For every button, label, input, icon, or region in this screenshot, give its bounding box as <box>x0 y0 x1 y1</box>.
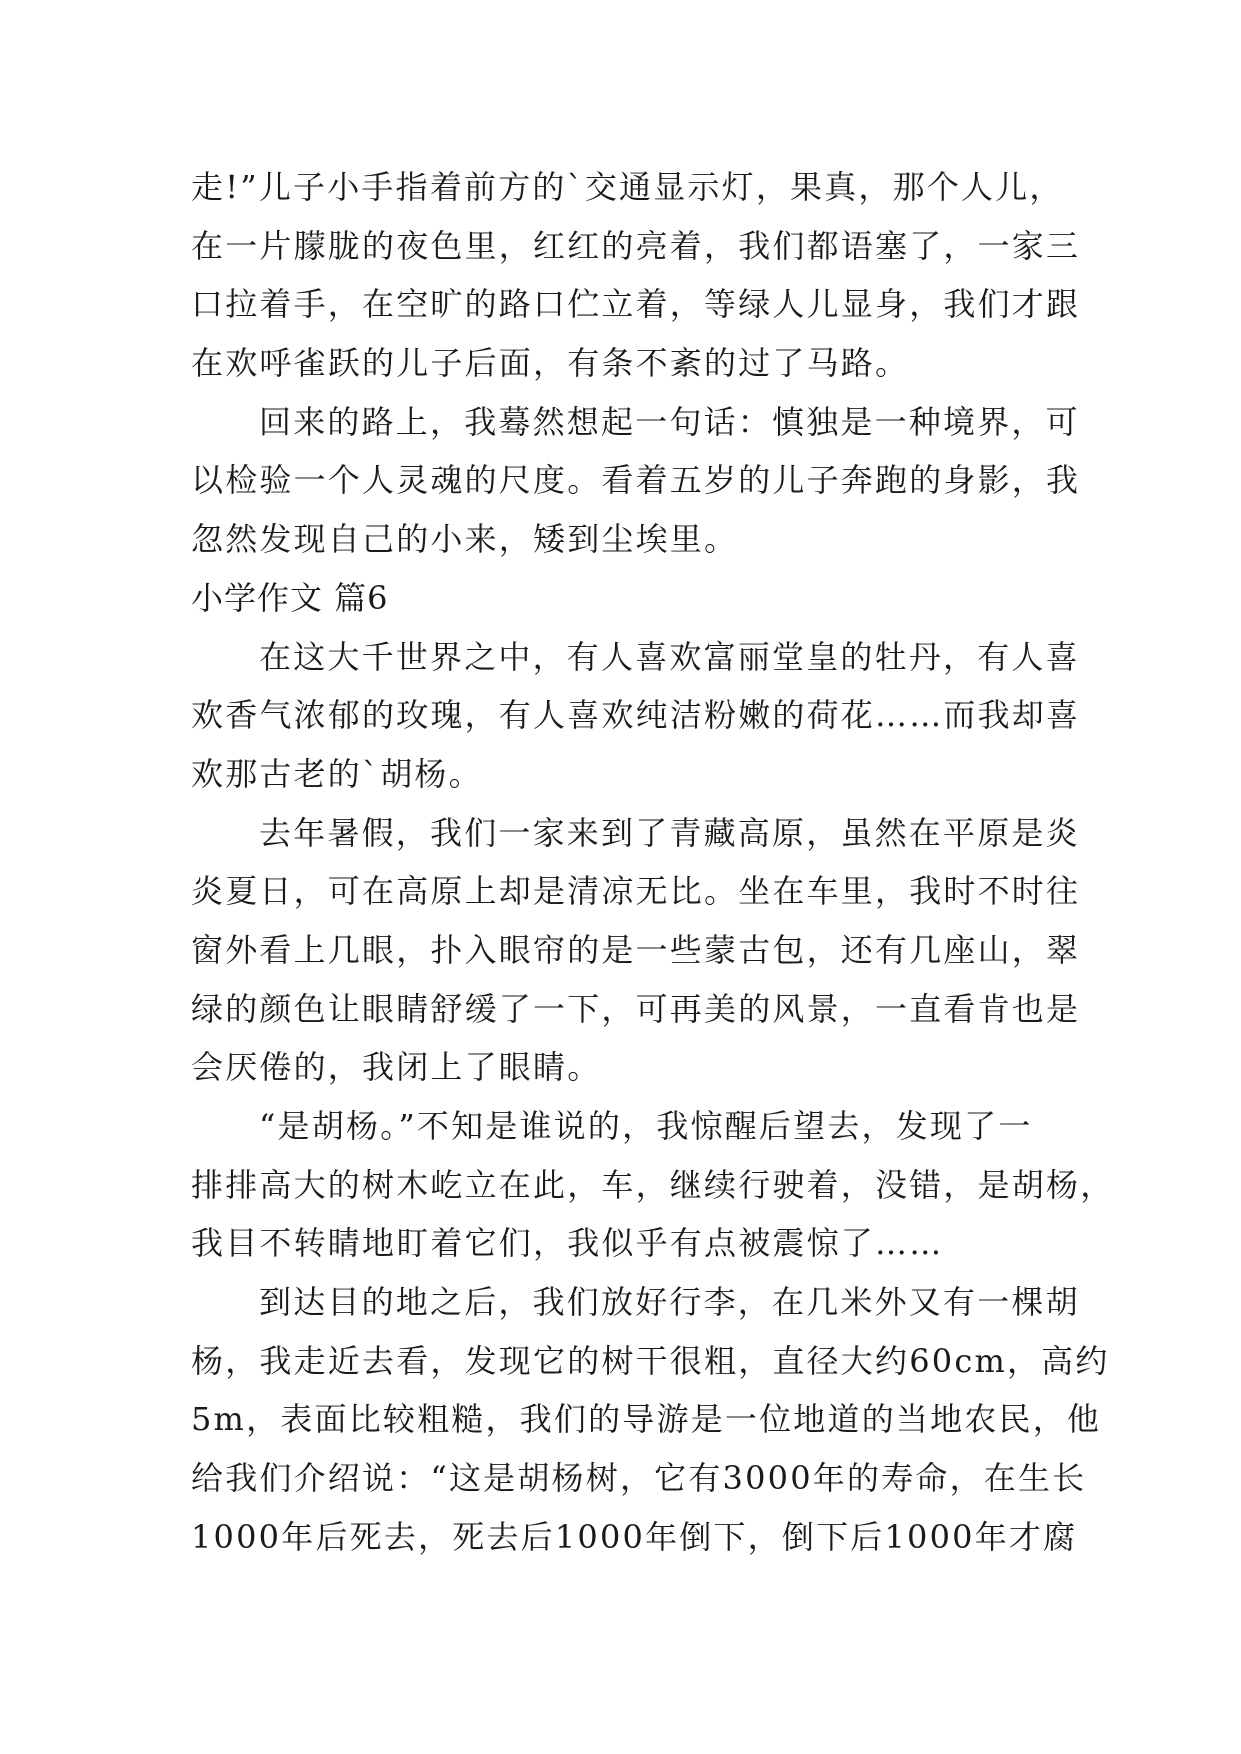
text-line: 绿的颜色让眼睛舒缓了一下，可再美的风景，一直看肯也是 <box>191 989 1081 1028</box>
text-line: 5m，表面比较粗糙，我们的导游是一位地道的当地农民，他 <box>191 1400 1102 1439</box>
text-line: 1000年后死去，死去后1000年倒下，倒下后1000年才腐 <box>191 1517 1078 1556</box>
text-line: 口拉着手，在空旷的路口伫立着，等绿人儿显身，我们才跟 <box>191 285 1081 324</box>
text-line: 在一片朦胧的夜色里，红红的亮着，我们都语塞了，一家三 <box>191 226 1081 265</box>
body-text <box>191 158 1115 1567</box>
text-line: 以检验一个人灵魂的尺度。看着五岁的儿子奔跑的身影，我 <box>191 461 1081 500</box>
paragraph-start-line: 回来的路上，我蓦然想起一句话：慎独是一种境界，可 <box>259 402 1080 441</box>
text-line: 窗外看上几眼，扑入眼帘的是一些蒙古包，还有几座山，翠 <box>191 930 1081 969</box>
paragraph-start-line: 到达目的地之后，我们放好行李，在几米外又有一棵胡 <box>259 1283 1080 1322</box>
text-line: 欢那古老的`胡杨。 <box>191 754 483 793</box>
text-line: 在欢呼雀跃的儿子后面，有条不紊的过了马路。 <box>191 344 910 383</box>
text-line: 排排高大的树木屹立在此，车，继续行驶着，没错，是胡杨， <box>191 1165 1115 1204</box>
text-line: 会厌倦的，我闭上了眼睛。 <box>191 1048 602 1087</box>
text-line: 杨，我走近去看，发现它的树干很粗，直径大约60cm，高约 <box>191 1341 1110 1380</box>
text-line: 给我们介绍说：“这是胡杨树，它有3000年的寿命，在生长 <box>191 1459 1087 1498</box>
text-line: 走!”儿子小手指着前方的`交通显示灯，果真，那个人儿， <box>191 168 1064 206</box>
paragraph-start-line: “是胡杨。”不知是谁说的，我惊醒后望去，发现了一 <box>259 1107 1033 1145</box>
paragraph-start-line: 去年暑假，我们一家来到了青藏高原，虽然在平原是炎 <box>259 813 1080 852</box>
text-line: 忽然发现自己的小来，矮到尘埃里。 <box>191 520 739 559</box>
text-line: 欢香气浓郁的玫瑰，有人喜欢纯洁粉嫩的荷花……而我却喜 <box>191 696 1081 735</box>
text-line: 我目不转睛地盯着它们，我似乎有点被震惊了…… <box>191 1224 944 1263</box>
paragraph-start-line: 在这大千世界之中，有人喜欢富丽堂皇的牡丹，有人喜 <box>259 637 1080 676</box>
text-line: 炎夏日，可在高原上却是清凉无比。坐在车里，我时不时往 <box>191 872 1081 911</box>
section-heading: 小学作文 篇6 <box>191 578 389 617</box>
